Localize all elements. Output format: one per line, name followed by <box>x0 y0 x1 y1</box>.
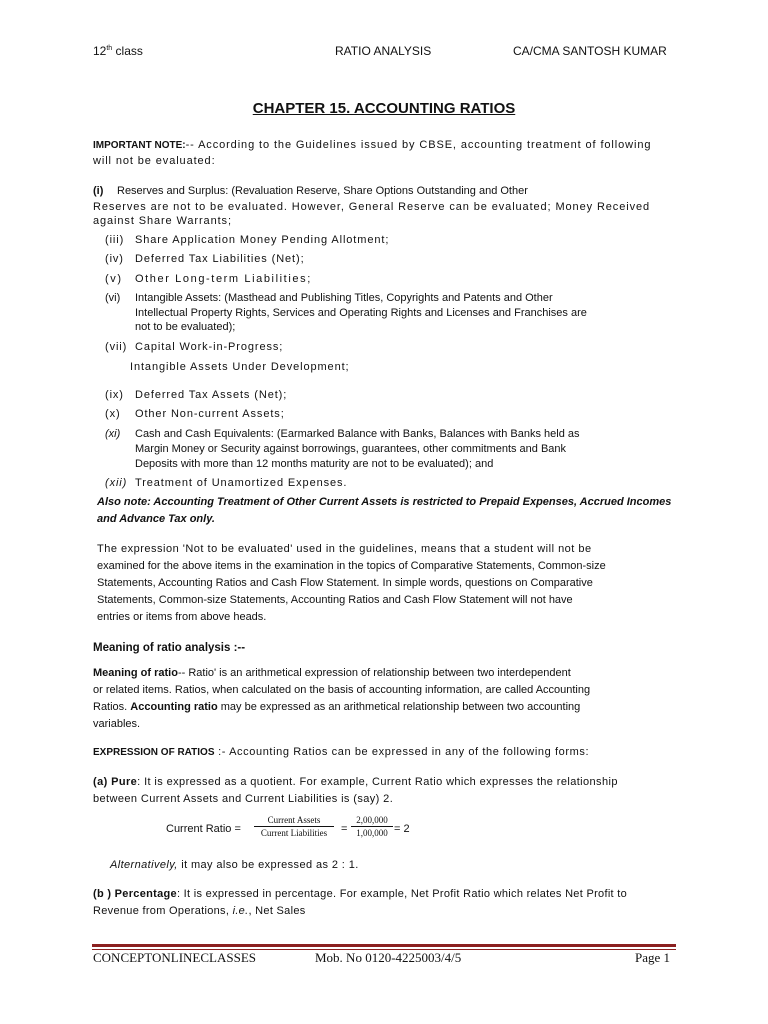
item-vi-line3: not to be evaluated); <box>135 321 236 333</box>
percentage-line1: (b ) Percentage: It is expressed in percentage. For example, Net Profit Ratio which relates Net Profit to <box>93 888 628 900</box>
item-vii: (vii) Capital Work-in-Progress; <box>105 341 284 353</box>
expression-heading: EXPRESSION OF RATIOS :- Accounting Ratios can be expressed in any of the following forms: <box>93 746 590 758</box>
also-note-line2: and Advance Tax only. <box>97 513 215 525</box>
pure-line1: (a) Pure: It is expressed as a quotient. For example, Current Ratio which expresses the relationship <box>93 776 618 788</box>
item-iv: (iv) Deferred Tax Liabilities (Net); <box>105 253 305 265</box>
important-note: IMPORTANT NOTE:-- According to the Guidelines issued by CBSE, accounting treatment of following <box>93 139 652 151</box>
meaning-para-line1: Meaning of ratio-- Ratio' is an arithmetical expression of relationship between two interdependent <box>93 667 571 679</box>
item-xi-line3: Deposits with more than 12 months maturity are not to be evaluated); and <box>135 458 494 470</box>
footer-left: CONCEPTONLINECLASSES <box>93 950 257 965</box>
header-subject: RATIO ANALYSIS <box>335 44 432 58</box>
alternatively-line: Alternatively, it may also be expressed as 2 : 1. <box>110 859 359 871</box>
formula-numerator-1: Current Assets <box>254 815 334 827</box>
percentage-line2: Revenue from Operations, i.e., Net Sales <box>93 905 306 917</box>
item-i-line3: against Share Warrants; <box>93 215 232 227</box>
formula-lhs: Current Ratio = <box>166 823 241 835</box>
item-x: (x) Other Non-current Assets; <box>105 408 285 420</box>
expression-para-line3: Statements, Accounting Ratios and Cash Flow Statement. In simple words, questions on Comparative <box>97 577 593 589</box>
expression-para-line5: entries or items from above heads. <box>97 611 267 623</box>
item-xi-line1: Cash and Cash Equivalents: (Earmarked Balance with Banks, Balances with Banks held as <box>135 428 580 440</box>
item-vi-num: (vi) <box>105 292 121 304</box>
item-i: (i) Reserves and Surplus: (Revaluation Reserve, Share Options Outstanding and Other <box>93 185 528 197</box>
formula-numerator-2: 2,00,000 <box>351 815 393 827</box>
footer-page-number: Page 1 <box>635 950 671 965</box>
chapter-title: CHAPTER 15. ACCOUNTING RATIOS <box>252 100 516 117</box>
footer-center: Mob. No 0120-4225003/4/5 <box>315 950 462 965</box>
header-class: 12th class <box>93 44 143 58</box>
formula-denominator-2: 1,00,000 <box>356 828 388 838</box>
item-ix: (ix) Deferred Tax Assets (Net); <box>105 389 288 401</box>
pure-line2: between Current Assets and Current Liabilities is (say) 2. <box>93 793 394 805</box>
item-vi-line1: Intangible Assets: (Masthead and Publishing Titles, Copyrights and Patents and Other <box>135 292 553 304</box>
item-v: (v) Other Long-term Liabilities; <box>105 273 312 285</box>
formula-equals: = <box>341 823 348 835</box>
meaning-heading: Meaning of ratio analysis :-- <box>93 642 246 654</box>
expression-para-line1: The expression 'Not to be evaluated' used in the guidelines, means that a student will not be <box>97 543 592 555</box>
item-iii: (iii) Share Application Money Pending Allotment; <box>105 234 390 246</box>
formula-denominator-1: Current Liabilities <box>260 828 328 838</box>
also-note-line1: Also note: Accounting Treatment of Other Current Assets is restricted to Prepaid Expenses, Accrued Incomes <box>97 496 672 508</box>
expression-para-line2: examined for the above items in the examination in the topics of Comparative Statements, Common-size <box>97 560 606 572</box>
item-viii: Intangible Assets Under Development; <box>130 361 350 373</box>
item-vi-line2: Intellectual Property Rights, Services and Operating Rights and Licenses and Franchises are <box>135 307 587 319</box>
formula-result: = 2 <box>394 823 410 835</box>
meaning-para-line4: variables. <box>93 718 141 730</box>
item-xi-line2: Margin Money or Security against borrowings, guarantees, other commitments and Bank <box>135 443 567 455</box>
formula-fraction-1 <box>254 815 334 838</box>
meaning-para-line3: Ratios. Accounting ratio may be expressed as an arithmetical relationship between two accounting <box>93 701 581 713</box>
formula-fraction-2 <box>351 815 393 838</box>
footer-rule-thick <box>92 944 676 947</box>
header-author: CA/CMA SANTOSH KUMAR <box>513 44 667 58</box>
meaning-para-line2: or related items. Ratios, when calculated on the basis of accounting information, are called Accounting <box>93 684 591 696</box>
item-xi-num: (xi) <box>105 428 121 440</box>
important-note-line2: will not be evaluated: <box>93 155 216 167</box>
expression-para-line4: Statements, Common-size Statements, Accounting Ratios and Cash Flow Statement will not have <box>97 594 573 606</box>
item-i-line2: Reserves are not to be evaluated. However, General Reserve can be evaluated; Money Received <box>93 201 651 213</box>
item-xii: (xii) Treatment of Unamortized Expenses. <box>105 477 348 489</box>
